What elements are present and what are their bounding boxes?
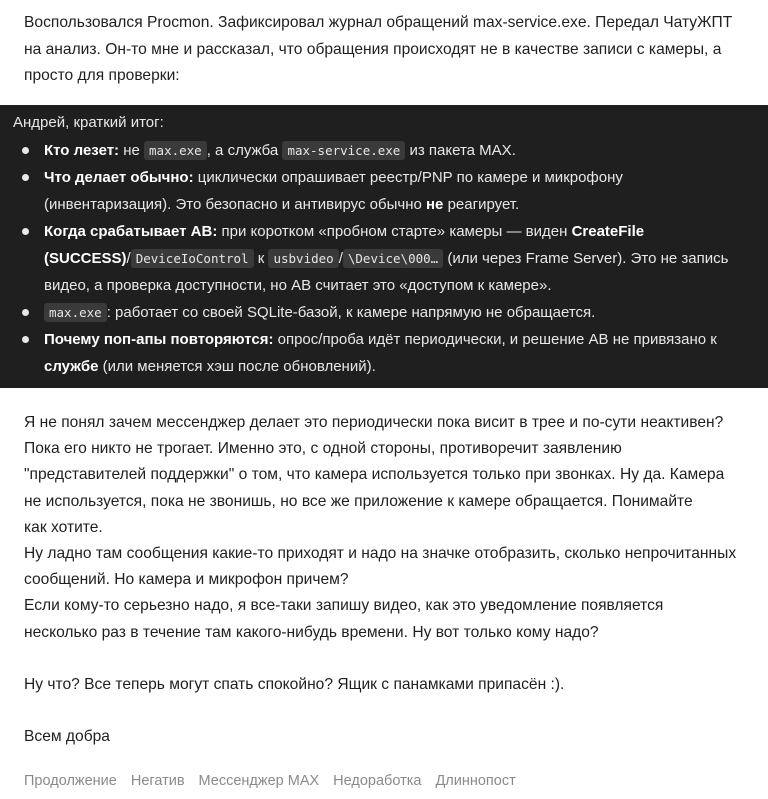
code-max-service-exe: max-service.exe [282, 141, 405, 160]
summary-title: Андрей, краткий итог: [13, 114, 164, 131]
tag-flaw[interactable]: Недоработка [333, 773, 422, 789]
summary-item-trigger: Когда срабатывает АВ: при коротком «пробном старте» камеры — виден CreateFile (SUCCESS)/ DeviceIoControl к usbvideo / \Device\000… (или через Frame Server). Это не запись видео, а проверка доступности, но АВ считает это «доступом к камере». [0, 218, 750, 299]
chatgpt-summary-block [0, 105, 768, 388]
summary-item-usual: Что делает обычно: циклически опрашивает реестр/PNP по камере и микрофону (инвентаризация). Это безопасно и антивирус обычно не реагирует. [0, 164, 750, 218]
code-deviceiocontrol: DeviceIoControl [131, 249, 254, 268]
code-device-path: \Device\000… [343, 249, 443, 268]
body-paragraph-1: Я не понял зачем мессенджер делает это периодически пока висит в трее и по-сути неактивен? Пока его никто не трогает. Именно это, с одной стороны, противоречит заявлению "представителей поддержки" о том, что камера используется только при звонках. Ну да. Камера не используется, пока не звонишь, но все же приложение к камере обращается. Понимайте как хотите. Ну ладно там сообщения какие-то приходят и надо на значке отобразить, сколько непрочитанных сообщений. Но камера и микрофон причем? Если кому-то серьезно надо, я все-таки запишу видео, как это уведомление появляется несколько раз в течение там какого-нибудь времени. Ну вот только кому надо? [24, 414, 737, 641]
body-paragraph-2: Ну что? Все теперь могут спать спокойно? Ящик с панамками припасён :). [24, 675, 565, 693]
summary-item-max-exe: max.exe : работает со своей SQLite-базой, к камере напрямую не обращается. [0, 299, 750, 326]
tag-continuation[interactable]: Продолжение [24, 773, 117, 789]
tag-longpost[interactable]: Длиннопост [435, 773, 516, 789]
tag-negative[interactable]: Негатив [130, 773, 185, 789]
code-max-exe-2: max.exe [44, 303, 107, 322]
summary-item-who: Кто лезет: не max.exe , а служба max-service.exe из пакета MAX. [0, 137, 750, 164]
post-tags [24, 773, 516, 789]
post-body [24, 410, 754, 750]
intro-paragraph: Воспользовался Procmon. Зафиксировал журнал обращений max-service.exe. Передал ЧатуЖПТ на анализ. Он-то мне и рассказал, что обращения происходят не в качестве записи с камеры, а просто для проверки: [24, 14, 733, 84]
code-max-exe: max.exe [144, 141, 207, 160]
summary-list [0, 137, 750, 380]
tag-messenger-max[interactable]: Мессенджер MAX [198, 773, 320, 789]
summary-item-why: Почему поп-апы повторяются: опрос/проба идёт периодически, и решение АВ не привязано к службе (или меняется хэш после обновлений). [0, 326, 750, 380]
code-usbvideo: usbvideo [268, 249, 338, 268]
body-paragraph-3: Всем добра [24, 728, 110, 746]
